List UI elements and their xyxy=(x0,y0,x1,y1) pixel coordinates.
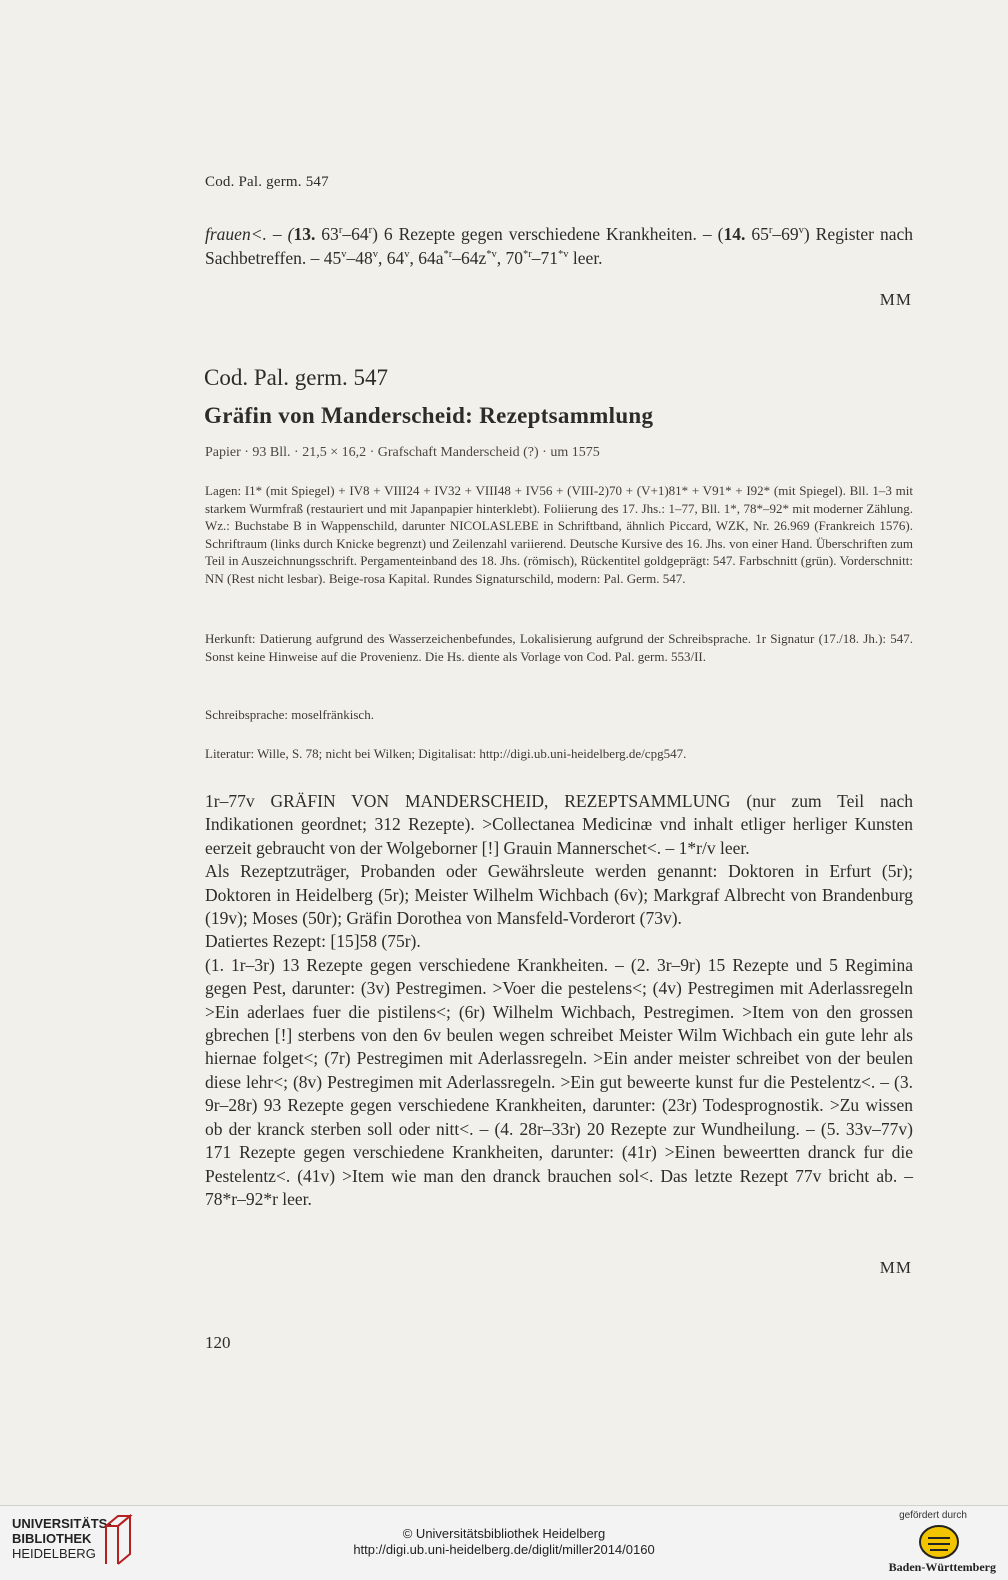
copyright-line: © Universitätsbibliothek Heidelberg xyxy=(402,1526,606,1541)
author-initials: MM xyxy=(879,1258,912,1277)
main-paragraph-3: Datiertes Rezept: [15]58 (75r). xyxy=(205,931,421,952)
page-number: 120 xyxy=(205,1333,231,1352)
viewer-footer xyxy=(0,1505,1008,1580)
herkunft-paragraph: Herkunft: Datierung aufgrund des Wasserzeichenbefundes, Lokalisierung aufgrund der Schreibsprache. 1r Signatur (17./18. Jh.): 547. Sonst keine Hinweise auf die Provenienz. Die Hs. diente als Vorlage von Cod. Pal. germ. 553/II. xyxy=(205,631,913,664)
running-header: Cod. Pal. germ. 547 xyxy=(205,174,329,190)
main-paragraph-1: 1r–77v GRÄFIN VON MANDERSCHEID, REZEPTSAMMLUNG (nur zum Teil nach Indikationen geordnet; 312 Rezepte). >Collectanea Medicinæ vnd inhalt etliger herliger Kunsten eerzeit gebraucht von der Wolgeborner [!] Grauin Mannerschet<. – 1*r/v leer. xyxy=(205,791,913,858)
author-initials: MM xyxy=(879,290,912,309)
main-paragraph-2: Als Rezeptzuträger, Probanden oder Gewährsleute werden genannt: Doktoren in Erfurt (5r); Doktoren in Heidelberg (5r); Meister Wilhelm Wichbach (6v); Markgraf Albrecht von Brandenburg (19v); Moses (50r); Gräfin Dorothea von Mansfeld-Vorderort (73v). xyxy=(205,861,913,929)
funded-by-label: gefördert durch xyxy=(899,1510,967,1521)
state-coat-of-arms-icon xyxy=(918,1524,960,1560)
entry-heading: Cod. Pal. germ. 547 xyxy=(204,365,388,390)
main-description xyxy=(205,790,913,1211)
lagen-paragraph: Lagen: I1* (mit Spiegel) + IV8 + VIII24 + IV32 + VIII48 + IV56 + (VIII-2)70 + (V+1)81* + V91* + I92* (mit Spiegel). Bll. 1–3 mit starkem Wurmfraß (restauriert und mit Japanpapier hinterklebt). Foliierung des 17. Jhs.: 1–77, Bll. 1*, 78*–92* mit moderner Zählung. Wz.: Buchstabe B in Wappenschild, darunter NICOLASLEBE in Schriftband, ähnlich Piccard, WZK, Nr. 26.969 (Frankreich 1576). Schriftraum (links durch Knicke begrenzt) und Zeilenzahl variierend. Deutsche Kursive des 16. Jhs. von einer Hand. Überschriften zum Teil in Auszeichnungsschrift. Pergamenteinband des 18. Jhs. (römisch), Rückentitel goldgeprägt: 547. Farbschnitt (grün). Vorderschnitt: NN (Rest nicht lesbar). Beige-rosa Kapital. Rundes Signaturschild, modern: Pal. Germ. 547. xyxy=(205,483,913,586)
main-paragraph-4: (1. 1r–3r) 13 Rezepte gegen verschiedene Krankheiten. – (2. 3r–9r) 15 Rezepte und 5 Regimina gegen Pest, darunter: (3v) Pestregimen. >Voer die pestelens<; (4v) Pestregimen mit Aderlassregeln >Ein aderlaes fuer die pistilens<; (6r) Wilhelm Wichbach, Pestregimen. >Item von den grossen gbrechen [!] sterbens von den 6v beulen wegen schreibet Meister Wilm Wichbach ein gute lehr als hiernae folget<; (7r) Pestregimen mit Aderlassregeln. >Ein ander meister schreibet von der beulen diese lehr<; (8v) Pestregimen mit Aderlassregeln. >Ein gut beweerte kunst fur die Pestelentz<. – (3. 9r–28r) 93 Rezepte gegen verschiedene Krankheiten, darunter: (23r) Todesprognostik. >Zu wissen ob der kranck sterben soll oder nitt<. – (4. 28r–33r) 20 Rezepte zur Wundheilung. – (5. 33v–77v) 171 Rezepte gegen verschiedene Krankheiten, darunter: (41r) >Einen beweertten dranck fur die Pestelentz<. (41v) >Item wie man den dranck brauchen sol<. Das letzte Rezept 77v bricht ab. – 78*r–92*r leer. xyxy=(205,954,913,1209)
schreibsprache-line: Schreibsprache: moselfränkisch. xyxy=(205,707,374,722)
literatur-line: Literatur: Wille, S. 78; nicht bei Wilken; Digitalisat: http://digi.ub.uni-heidelberg.de/cpg547. xyxy=(205,746,687,761)
continuation-paragraph: frauen<. – (13. 63$^r$–64$^r$) 6 Rezepte gegen verschiedene Krankheiten. – (14. 65$^r$–69$^v$) Register nach Sachbetreffen. – 45$^v$–48$^v$, 64$^v$, $64a^{*r}-64z^{*v}$, 70$^{*r}$–71$^{*v}$ leer. xyxy=(205,224,914,268)
entry-title: Gräfin von Manderscheid: Rezeptsammlung xyxy=(204,403,654,428)
entry-meta: Papier · 93 Bll. · 21,5 × 16,2 · Grafschaft Manderscheid (?) · um 1575 xyxy=(205,445,600,460)
page-url[interactable]: http://digi.ub.uni-heidelberg.de/diglit/miller2014/0160 xyxy=(353,1542,655,1557)
state-name: Baden-Württemberg xyxy=(888,1560,996,1574)
library-name[interactable]: UNIVERSITÄTS- BIBLIOTHEK HEIDELBERG xyxy=(12,1516,112,1561)
